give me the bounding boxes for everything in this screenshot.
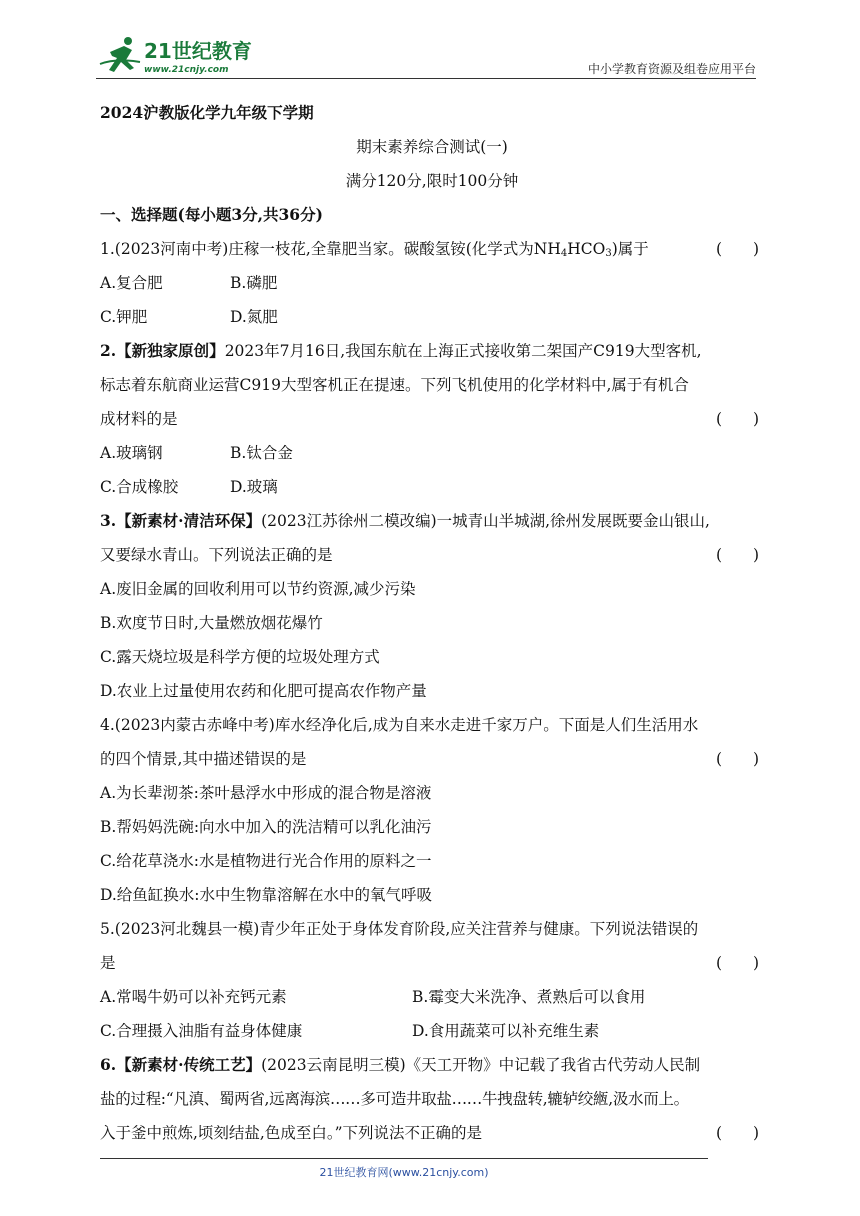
test-title: 期末素养综合测试(一) <box>356 138 508 156</box>
answer-blank[interactable]: ( ) <box>716 410 760 428</box>
q5-option-b: B.霉变大米洗净、煮熟后可以食用 <box>412 988 646 1006</box>
logo-brand: 21世纪教育 <box>144 39 252 63</box>
question-2-line-2: 标志着东航商业运营C919大型客机正在提速。下列飞机使用的化学材料中,属于有机合 <box>100 376 689 394</box>
question-5-options-row-1 <box>100 980 764 1014</box>
q1-option-c: C.钾肥 <box>100 308 148 326</box>
q2-option-d: D.玻璃 <box>230 478 278 496</box>
q6-text-1: (2023云南昆明三模)《天工开物》中记载了我省古代劳动人民制 <box>261 1056 701 1074</box>
question-2-options-row-2 <box>100 470 764 504</box>
answer-blank[interactable]: ( ) <box>716 240 760 258</box>
question-1-options-row-1 <box>100 266 764 300</box>
q3-option-d: D.农业上过量使用农药和化肥可提高农作物产量 <box>100 682 427 700</box>
question-1-stem <box>100 232 764 266</box>
q3-text-1: (2023江苏徐州二模改编)一城青山半城湖,徐州发展既要金山银山, <box>261 512 710 530</box>
q3-option-c: C.露天烧垃圾是科学方便的垃圾处理方式 <box>100 648 380 666</box>
footer-divider <box>100 1158 708 1159</box>
footer-link[interactable]: 21世纪教育网(www.21cnjy.com) <box>319 1166 489 1179</box>
running-figure-icon <box>100 37 140 72</box>
q4-option-b: B.帮妈妈洗碗:向水中加入的洗洁精可以乳化油污 <box>100 818 432 836</box>
q5-option-a: A.常喝牛奶可以补充钙元素 <box>100 988 287 1006</box>
q3-option-a: A.废旧金属的回收利用可以节约资源,减少污染 <box>100 580 416 598</box>
q1-text-pre: 1.(2023河南中考)庄稼一枝花,全靠肥当家。碳酸氢铵(化学式为NH <box>100 240 561 258</box>
question-5-options-row-2 <box>100 1014 764 1048</box>
question-2-options-row-1 <box>100 436 764 470</box>
platform-name: 中小学教育资源及组卷应用平台 <box>587 62 756 76</box>
q1-text-post: )属于 <box>611 240 649 258</box>
q1-option-b: B.磷肥 <box>230 274 278 292</box>
q6-tag: 6.【新素材·传统工艺】 <box>100 1055 262 1074</box>
question-6-line-2: 盐的过程:“凡滇、蜀两省,远离海滨……多可造井取盐……牛拽盘转,辘轳绞緪,汲水而上。 <box>100 1090 689 1108</box>
q5-option-d: D.食用蔬菜可以补充维生素 <box>412 1022 600 1040</box>
q2-option-a: A.玻璃钢 <box>100 444 163 462</box>
question-5-line-1: 5.(2023河北魏县一模)青少年正处于身体发育阶段,应关注营养与健康。下列说法错误的 <box>100 920 699 938</box>
q4-option-c: C.给花草浇水:水是植物进行光合作用的原料之一 <box>100 852 432 870</box>
q2-text-1: 2023年7月16日,我国东航在上海正式接收第二架国产C919大型客机, <box>224 342 702 360</box>
q2-option-b: B.钛合金 <box>230 444 293 462</box>
section-heading: 一、选择题(每小题3分,共36分) <box>100 205 323 224</box>
answer-blank[interactable]: ( ) <box>716 750 760 768</box>
answer-blank[interactable]: ( ) <box>716 954 760 972</box>
question-6-line-1 <box>100 1048 764 1082</box>
q1-sub-1: 4 <box>560 248 568 259</box>
logo <box>96 34 266 76</box>
document-body <box>100 96 764 1150</box>
question-1-options-row-2 <box>100 300 764 334</box>
question-4-line-2 <box>100 742 764 776</box>
answer-blank[interactable]: ( ) <box>716 1124 760 1142</box>
header-divider <box>96 78 756 79</box>
logo-url: www.21cnjy.com <box>144 65 229 75</box>
q2-tag: 2.【新独家原创】 <box>100 341 225 360</box>
q4-text-2: 的四个情景,其中描述错误的是 <box>100 750 307 768</box>
series-title: 2024沪教版化学九年级下学期 <box>100 103 314 122</box>
q3-option-b: B.欢度节日时,大量燃放烟花爆竹 <box>100 614 323 632</box>
q2-text-3: 成材料的是 <box>100 410 178 428</box>
question-3-line-1 <box>100 504 764 538</box>
question-2-line-1 <box>100 334 764 368</box>
question-6-line-3 <box>100 1116 764 1150</box>
q5-text-2: 是 <box>100 954 116 972</box>
q4-option-d: D.给鱼缸换水:水中生物靠溶解在水中的氧气呼吸 <box>100 886 433 904</box>
question-2-line-3 <box>100 402 764 436</box>
q4-option-a: A.为长辈沏茶:茶叶悬浮水中形成的混合物是溶液 <box>100 784 432 802</box>
page-header <box>96 30 756 80</box>
answer-blank[interactable]: ( ) <box>716 546 760 564</box>
q1-option-d: D.氮肥 <box>230 308 278 326</box>
question-3-line-2 <box>100 538 764 572</box>
q1-sub-2: 3 <box>605 248 612 259</box>
q1-option-a: A.复合肥 <box>100 274 163 292</box>
question-5-line-2 <box>100 946 764 980</box>
q3-text-2: 又要绿水青山。下列说法正确的是 <box>100 546 333 564</box>
question-4-line-1: 4.(2023内蒙古赤峰中考)库水经净化后,成为自来水走进千家万户。下面是人们生活用水 <box>100 716 699 734</box>
q2-option-c: C.合成橡胶 <box>100 478 179 496</box>
q1-text-mid: HCO <box>567 240 606 258</box>
q5-option-c: C.合理摄入油脂有益身体健康 <box>100 1022 303 1040</box>
test-subtitle: 满分120分,限时100分钟 <box>345 172 519 190</box>
q6-text-3: 入于釜中煎炼,顷刻结盐,色成至白。”下列说法不正确的是 <box>100 1124 483 1142</box>
q3-tag: 3.【新素材·清洁环保】 <box>100 511 262 530</box>
